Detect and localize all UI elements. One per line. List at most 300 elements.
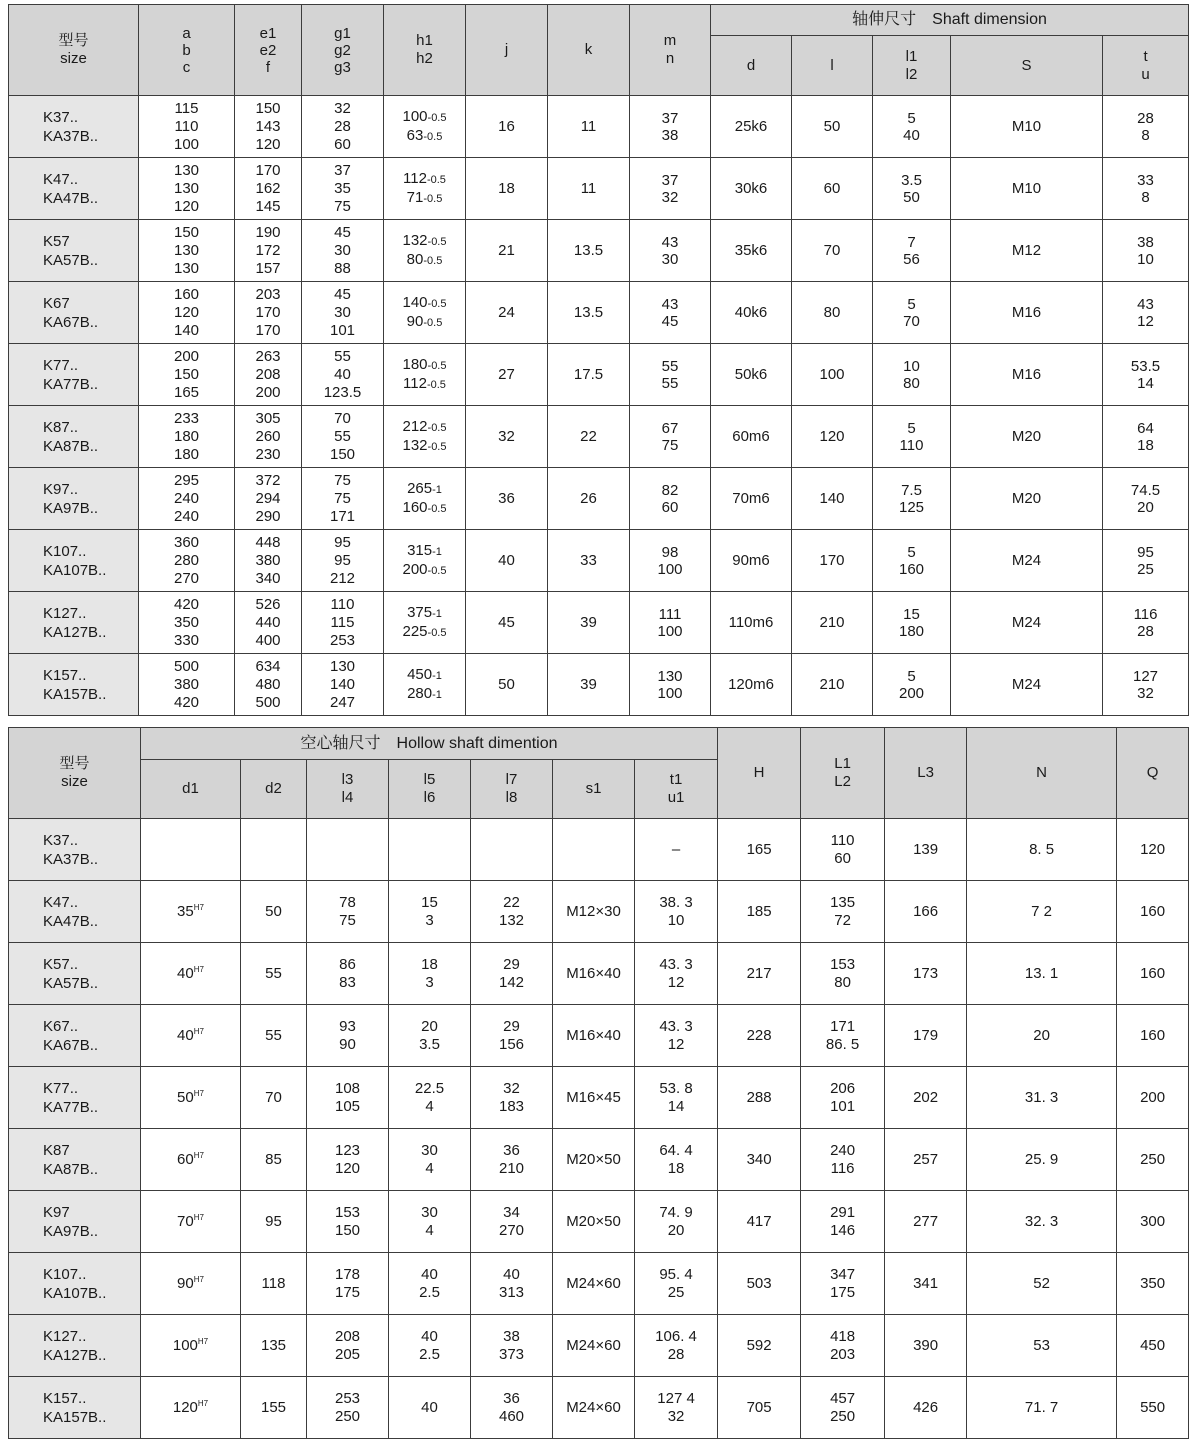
cell-l34 — [307, 1253, 389, 1315]
cell-line: 305 — [255, 409, 281, 427]
cell-l56 — [389, 1377, 471, 1439]
cell-line: 15 — [903, 605, 920, 623]
cell-line: 175 — [830, 1283, 856, 1301]
cell-line: 240 — [830, 1141, 856, 1159]
cell-line: 38 — [503, 1327, 520, 1345]
cell-line: 146 — [830, 1221, 856, 1239]
cell-line: 3 — [425, 911, 434, 929]
cell-line: KA67B.. — [43, 313, 99, 331]
cell-k: 22 — [548, 406, 630, 468]
cell-line: 20 — [421, 1017, 438, 1035]
cell-L3: 341 — [885, 1253, 967, 1315]
col-header-l56 — [389, 760, 471, 819]
cell-j: 45 — [466, 592, 548, 654]
cell-line: 38 — [1137, 233, 1154, 251]
h-value: 200 — [402, 560, 428, 578]
cell-line: 373 — [498, 1345, 525, 1363]
cell-line: K97.. — [43, 480, 79, 498]
cell-mn — [630, 96, 711, 158]
cell-s1: M24×60 — [553, 1315, 635, 1377]
cell-l78 — [471, 819, 553, 881]
h-tolerance: -0.5 — [423, 130, 443, 143]
size-cell — [9, 468, 139, 530]
cell-l56 — [389, 1253, 471, 1315]
h-tolerance: -1 — [432, 669, 442, 682]
cell-line: 20 — [667, 1221, 685, 1239]
cell-line: KA37B.. — [43, 850, 99, 868]
cell-line: 340 — [255, 569, 281, 587]
table-row — [9, 220, 1189, 282]
cell-line: 350 — [173, 613, 200, 631]
cell-s1: M12×30 — [553, 881, 635, 943]
cell-line: 253 — [329, 631, 356, 649]
cell-line: 115 — [330, 613, 355, 631]
cell-g — [302, 530, 384, 592]
h-tolerance: -0.5 — [427, 235, 447, 248]
cell-line: 110 — [830, 831, 855, 849]
col-label: l7 — [505, 771, 518, 788]
col-header-tu — [1103, 36, 1189, 96]
cell-line: 18 — [1137, 436, 1154, 454]
cell-line: KA87B.. — [43, 437, 99, 455]
cell-line: K57 — [43, 232, 70, 250]
cell-d1 — [141, 1191, 241, 1253]
cell-L3: 426 — [885, 1377, 967, 1439]
cell-line: 33 — [1137, 171, 1154, 189]
col-label: u1 — [667, 789, 685, 806]
col-label: l3 — [341, 771, 354, 788]
cell-line: 205 — [334, 1345, 361, 1363]
size-cell — [9, 592, 139, 654]
cell-line: 170 — [255, 321, 281, 339]
cell-line: 5 — [907, 295, 916, 313]
cell-l34 — [307, 1005, 389, 1067]
cell-N: 13. 1 — [967, 943, 1117, 1005]
cell-l34 — [307, 1191, 389, 1253]
cell-h — [384, 220, 466, 282]
cell-line: 86 — [339, 955, 356, 973]
cell-d2: 70 — [241, 1067, 307, 1129]
cell-line: 25 — [1137, 560, 1154, 578]
cell-l78 — [471, 1377, 553, 1439]
size-cell — [9, 96, 139, 158]
cell-line: 93 — [339, 1017, 356, 1035]
cell-line: 108 — [334, 1079, 361, 1097]
d1-tolerance: H7 — [193, 1212, 204, 1222]
cell-S: M10 — [951, 158, 1103, 220]
table-row — [9, 1315, 1189, 1377]
cell-ef — [235, 158, 302, 220]
cell-d2 — [241, 819, 307, 881]
cell-line: KA157B.. — [43, 1408, 107, 1426]
cell-tu — [1103, 592, 1189, 654]
cell-line: K37.. — [43, 831, 79, 849]
cell-d: 30k6 — [711, 158, 792, 220]
table-row — [9, 282, 1189, 344]
cell-line: 70 — [903, 312, 920, 330]
cell-line: K157.. — [43, 666, 87, 684]
cell-line: KA57B.. — [43, 974, 99, 992]
cell-line: 120 — [173, 303, 200, 321]
cell-ef — [235, 220, 302, 282]
cell-line — [384, 251, 465, 270]
cell-line: 2.5 — [419, 1345, 440, 1363]
d1-value: 40 — [177, 964, 194, 982]
cell-Q: 160 — [1117, 943, 1189, 1005]
size-cell — [9, 943, 141, 1005]
cell-line: 180 — [173, 445, 200, 463]
cell-line: 130 — [329, 657, 356, 675]
cell-line: 135 — [830, 893, 856, 911]
table-row — [9, 96, 1189, 158]
d1-tolerance: H7 — [193, 902, 204, 912]
cell-L3: 166 — [885, 881, 967, 943]
cell-L3: 277 — [885, 1191, 967, 1253]
col-label: a — [182, 24, 191, 42]
cell-line — [384, 685, 465, 704]
cell-line: 80 — [834, 973, 851, 991]
cell-line: KA77B.. — [43, 375, 99, 393]
cell-line: 100 — [657, 684, 683, 702]
h-value: 450 — [407, 665, 433, 683]
table-row — [9, 654, 1189, 716]
col-header-L3: L3 — [885, 728, 967, 819]
cell-line: 43. 3 — [659, 1017, 693, 1035]
cell-N: 52 — [967, 1253, 1117, 1315]
cell-d1 — [141, 1253, 241, 1315]
cell-line: 75 — [339, 911, 356, 929]
cell-l78 — [471, 1129, 553, 1191]
cell-line: KA97B.. — [43, 1222, 99, 1240]
cell-line: KA77B.. — [43, 1098, 99, 1116]
cell-g — [302, 344, 384, 406]
cell-line: 60 — [834, 849, 851, 867]
cell-Q: 450 — [1117, 1315, 1189, 1377]
cell-H: 592 — [718, 1315, 801, 1377]
table-row — [9, 1377, 1189, 1439]
size-cell — [9, 406, 139, 468]
cell-line — [384, 313, 465, 332]
cell-line: 4 — [425, 1221, 434, 1239]
cell-s1: M16×40 — [553, 1005, 635, 1067]
col-label: c — [182, 58, 191, 76]
h-tolerance: -1 — [432, 545, 442, 558]
cell-line: 175 — [334, 1283, 361, 1301]
h-tolerance: -0.5 — [427, 421, 447, 434]
cell-line: 4 — [425, 1159, 434, 1177]
cell-line: 3 — [425, 973, 434, 991]
cell-line: 56 — [903, 250, 920, 268]
cell-line: 130 — [173, 179, 200, 197]
cell-l56 — [389, 943, 471, 1005]
d1-value: 100 — [172, 1336, 198, 1354]
cell-line: 480 — [255, 675, 281, 693]
size-cell — [9, 530, 139, 592]
table-row — [9, 530, 1189, 592]
cell-h — [384, 468, 466, 530]
cell-l56 — [389, 1067, 471, 1129]
cell-j: 36 — [466, 468, 548, 530]
cell-d: 90m6 — [711, 530, 792, 592]
cell-line: 35 — [334, 179, 351, 197]
cell-line: 28 — [1137, 109, 1154, 127]
cell-L3: 257 — [885, 1129, 967, 1191]
h-value: 225 — [402, 622, 428, 640]
cell-line: 55 — [661, 357, 679, 375]
cell-line: 98 — [661, 543, 679, 561]
h-value: 90 — [406, 312, 424, 330]
cell-line: K107.. — [43, 1265, 87, 1283]
h-tolerance: -0.5 — [427, 626, 447, 639]
shaft-dimension-group-header: 轴伸尺寸 Shaft dimension — [711, 5, 1189, 36]
cell-S: M20 — [951, 468, 1103, 530]
d1-tolerance: H7 — [193, 964, 204, 974]
cell-L12 — [801, 819, 885, 881]
col-header-l78 — [471, 760, 553, 819]
d1-value: 120 — [172, 1398, 198, 1416]
cell-l: 210 — [792, 592, 873, 654]
cell-line: KA37B.. — [43, 127, 99, 145]
col-header-Q: Q — [1117, 728, 1189, 819]
cell-line: 150 — [334, 1221, 361, 1239]
cell-l34 — [307, 1377, 389, 1439]
col-header-l34 — [307, 760, 389, 819]
cell-line: 170 — [255, 161, 281, 179]
cell-s1: M20×50 — [553, 1129, 635, 1191]
h-value: 112 — [403, 374, 427, 392]
cell-line: K47.. — [43, 893, 79, 911]
cell-s1: M16×45 — [553, 1067, 635, 1129]
cell-line: 101 — [830, 1097, 856, 1115]
cell-line: KA87B.. — [43, 1160, 99, 1178]
hollow-shaft-table — [8, 727, 1189, 1439]
cell-l56 — [389, 1315, 471, 1377]
cell-line: 400 — [255, 631, 281, 649]
cell-line: 240 — [173, 507, 200, 525]
cell-N: 8. 5 — [967, 819, 1117, 881]
cell-g — [302, 654, 384, 716]
cell-ef — [235, 592, 302, 654]
size-header — [9, 5, 139, 96]
cell-line: 4 — [425, 1097, 434, 1115]
cell-line: 457 — [830, 1389, 856, 1407]
cell-N: 20 — [967, 1005, 1117, 1067]
cell-line: 212 — [329, 569, 356, 587]
cell-j: 24 — [466, 282, 548, 344]
cell-line: 420 — [173, 693, 200, 711]
cell-line: 165 — [173, 383, 200, 401]
cell-L12 — [801, 881, 885, 943]
size-header-en: size — [60, 50, 87, 67]
cell-d2: 95 — [241, 1191, 307, 1253]
cell-d: 40k6 — [711, 282, 792, 344]
cell-mn — [630, 592, 711, 654]
cell-tu — [1103, 654, 1189, 716]
cell-line: 10 — [1137, 250, 1154, 268]
cell-line: 110 — [330, 595, 355, 613]
col-label: l8 — [505, 789, 518, 806]
col-label: t — [1143, 47, 1148, 65]
col-label: L2 — [834, 773, 851, 790]
cell-tu — [1103, 282, 1189, 344]
h-value: 132 — [402, 436, 428, 454]
h-value: 180 — [402, 355, 428, 373]
h-tolerance: -0.5 — [427, 502, 447, 515]
cell-line — [384, 418, 465, 437]
cell-d: 70m6 — [711, 468, 792, 530]
cell-line: 162 — [255, 179, 281, 197]
cell-l56 — [389, 881, 471, 943]
cell-line: 64 — [1137, 419, 1154, 437]
size-cell — [9, 1191, 141, 1253]
h-tolerance: -0.5 — [426, 173, 446, 186]
cell-line: 64. 4 — [659, 1141, 693, 1159]
cell-Q: 250 — [1117, 1129, 1189, 1191]
cell-mn — [630, 282, 711, 344]
cell-line: KA47B.. — [43, 912, 99, 930]
cell-Q: 550 — [1117, 1377, 1189, 1439]
cell-line: 123.5 — [323, 383, 362, 401]
cell-line: 233 — [173, 409, 200, 427]
h-value: 71 — [406, 188, 424, 206]
cell-line: 145 — [255, 197, 281, 215]
cell-line: 95 — [334, 551, 351, 569]
cell-Q: 120 — [1117, 819, 1189, 881]
cell-l12 — [873, 282, 951, 344]
table-row — [9, 1191, 1189, 1253]
h-tolerance: -0.5 — [423, 316, 443, 329]
cell-line: 36 — [503, 1389, 520, 1407]
cell-l34 — [307, 1067, 389, 1129]
cell-d1 — [141, 1067, 241, 1129]
cell-tu1 — [635, 1005, 718, 1067]
cell-line: 8 — [1141, 188, 1150, 206]
cell-l56 — [389, 819, 471, 881]
cell-line: 110 — [899, 436, 924, 454]
cell-line: 153 — [334, 1203, 361, 1221]
cell-line: K107.. — [43, 542, 87, 560]
cell-abc — [139, 592, 235, 654]
cell-line: 28 — [334, 117, 351, 135]
cell-line: 22.5 — [414, 1079, 445, 1097]
cell-line: 178 — [334, 1265, 361, 1283]
cell-s1: M16×40 — [553, 943, 635, 1005]
cell-line: 170 — [255, 303, 281, 321]
size-cell — [9, 1129, 141, 1191]
cell-line: 180 — [173, 427, 200, 445]
cell-line: 100 — [657, 560, 683, 578]
cell-line: 32 — [667, 1407, 685, 1425]
col-header-tu1 — [635, 760, 718, 819]
cell-line — [384, 561, 465, 580]
cell-line: 142 — [498, 973, 525, 991]
col-label: l6 — [423, 789, 436, 806]
cell-line: 40 — [903, 126, 920, 144]
h-tolerance: -1 — [432, 483, 442, 496]
cell-line: 20 — [1137, 498, 1154, 516]
cell-Q: 350 — [1117, 1253, 1189, 1315]
h-value: 80 — [406, 250, 424, 268]
cell-line: 500 — [173, 657, 200, 675]
cell-L3: 173 — [885, 943, 967, 1005]
col-label: h2 — [416, 50, 433, 67]
cell-line: 90 — [339, 1035, 356, 1053]
cell-line: K87 — [43, 1141, 70, 1159]
h-value: 212 — [402, 417, 428, 435]
h-value: 100 — [402, 107, 428, 125]
cell-tu1 — [635, 943, 718, 1005]
cell-L3: 390 — [885, 1315, 967, 1377]
cell-line: 171 — [329, 507, 356, 525]
col-label: m — [663, 32, 677, 49]
cell-l: 210 — [792, 654, 873, 716]
cell-line: 200 — [898, 684, 925, 702]
col-label: g2 — [334, 41, 351, 59]
cell-line: 130 — [173, 161, 200, 179]
col-header-s1: s1 — [553, 760, 635, 819]
cell-line: 125 — [898, 498, 925, 516]
cell-line: 500 — [255, 693, 281, 711]
cell-H: 165 — [718, 819, 801, 881]
cell-line — [384, 294, 465, 313]
cell-line: 75 — [661, 436, 679, 454]
cell-line: 100 — [173, 135, 200, 153]
cell-tu — [1103, 468, 1189, 530]
cell-line: 32 — [503, 1079, 520, 1097]
cell-tu1 — [635, 1191, 718, 1253]
cell-line: 380 — [173, 675, 200, 693]
cell-line: 50 — [903, 188, 920, 206]
col-header-abc — [139, 5, 235, 96]
cell-line: 250 — [334, 1407, 361, 1425]
cell-line: 130 — [657, 667, 683, 685]
cell-S: M24 — [951, 654, 1103, 716]
cell-line: K67.. — [43, 1017, 79, 1035]
cell-line: 43 — [661, 233, 679, 251]
size-header-cn: 型号 — [59, 755, 90, 772]
col-label: g3 — [334, 58, 351, 76]
cell-line: 105 — [334, 1097, 361, 1115]
cell-line: 82 — [661, 481, 679, 499]
cell-L12 — [801, 943, 885, 1005]
d1-value: 90 — [177, 1274, 194, 1292]
cell-ef — [235, 96, 302, 158]
h-value: 315 — [407, 541, 433, 559]
cell-line: 263 — [255, 347, 281, 365]
cell-tu — [1103, 96, 1189, 158]
cell-k: 13.5 — [548, 282, 630, 344]
table-row — [9, 881, 1189, 943]
h-value: 132 — [402, 231, 428, 249]
h-value: 112 — [403, 169, 427, 187]
col-label: l1 — [905, 47, 918, 65]
cell-l34 — [307, 1129, 389, 1191]
cell-line: 45 — [661, 312, 679, 330]
cell-line — [384, 604, 465, 623]
shaft-dimension-table — [8, 4, 1189, 716]
cell-s1: M24×60 — [553, 1377, 635, 1439]
cell-line: 37 — [661, 171, 679, 189]
cell-abc — [139, 654, 235, 716]
cell-line: 208 — [255, 365, 281, 383]
size-cell — [9, 282, 139, 344]
cell-line: 15 — [421, 893, 438, 911]
d1-value: 70 — [177, 1212, 194, 1230]
cell-line: 22 — [503, 893, 520, 911]
cell-line — [384, 375, 465, 394]
cell-g — [302, 96, 384, 158]
cell-line: 32 — [661, 188, 679, 206]
